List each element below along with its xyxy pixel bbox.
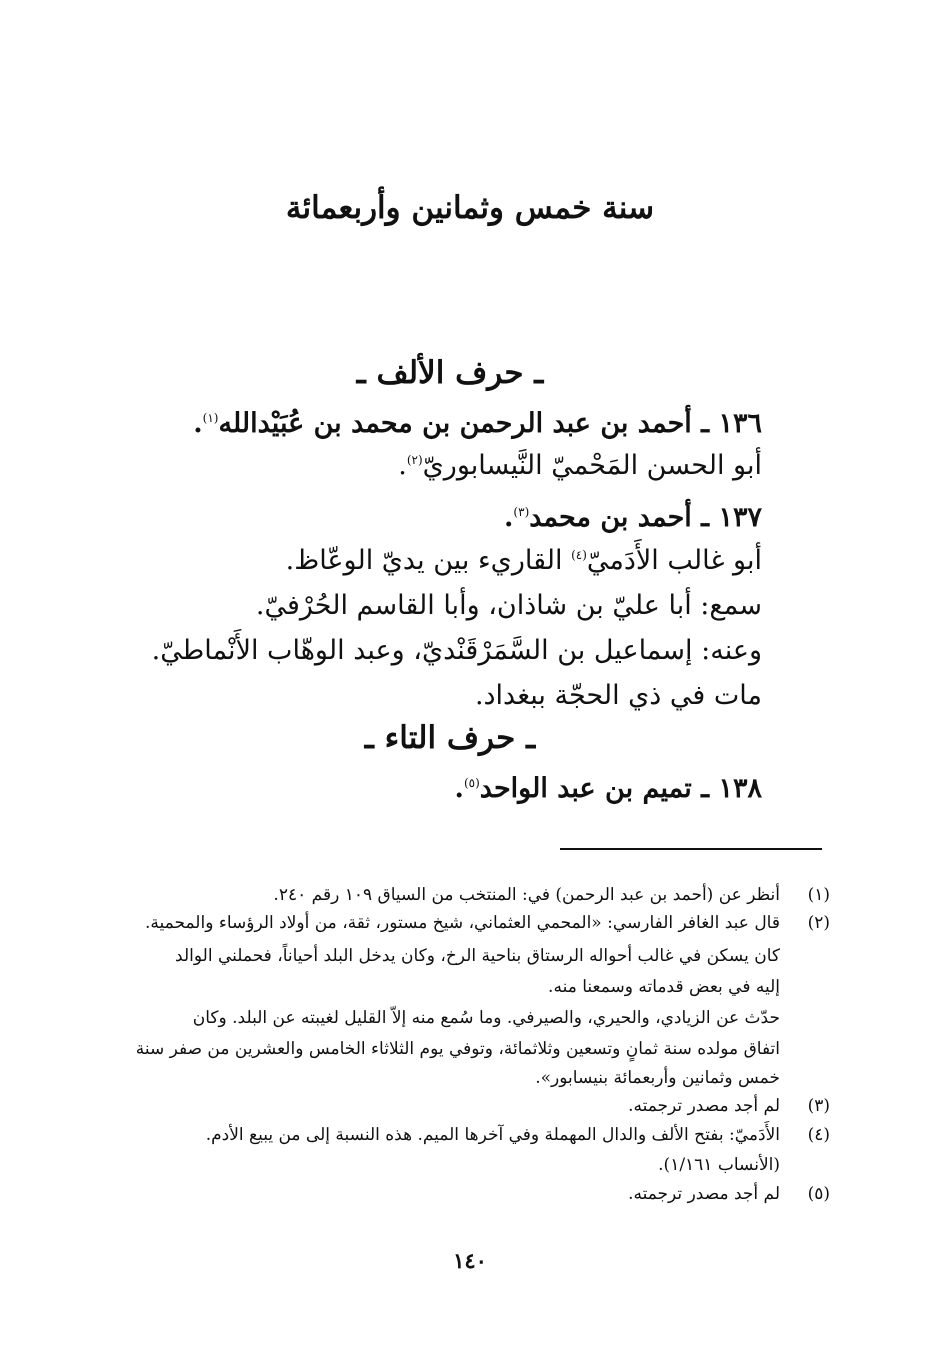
footnote-ref-3[interactable]: (٣): [513, 505, 530, 519]
punctuation: .: [193, 408, 203, 439]
footnote-2-line-5: اتفاق مولده سنة ثمانٍ وتسعين وثلاثمائة، وتوفي يوم الثلاثاء الخامس والعشرين من صفر سنة: [135, 1039, 780, 1059]
footnote-2-number: (٢): [807, 913, 830, 933]
footnote-3-text: لم أجد مصدر ترجمته.: [628, 1096, 780, 1116]
footnote-2-line-3: إليه في بعض قدماته وسمعنا منه.: [548, 977, 780, 997]
footnote-3-number: (٣): [807, 1096, 830, 1116]
entry-137-students: وعنه: إسماعيل بن السَّمَرْقَنْديّ، وعبد الوهّاب الأَنْماطيّ.: [151, 635, 762, 666]
footnote-ref-2[interactable]: (٢): [406, 453, 423, 467]
year-title: سنة خمس وثمانين وأربعمائة: [285, 190, 655, 226]
footnote-2-line-6: خمس وثمانين وأربعمائة بنيسابور».: [535, 1068, 780, 1088]
footnote-2-line-4: حدّث عن الزيادي، والحيري، والصيرفي. وما سُمع منه إلاّ القليل لغيبته عن البلد. وكان: [192, 1008, 780, 1028]
entry-137-heading: [122, 502, 762, 533]
footnote-1-number: (١): [807, 885, 830, 905]
footnote-2-line-1: قال عبد الغافر الفارسي: «المحمي العثماني، شيخ مستور، ثقة، من أولاد الرؤساء والمحمية.: [145, 913, 780, 933]
footnote-2-line-2: كان يسكن في غالب أحواله الرستاق بناحية الرخ، وكان يدخل البلد أحياناً، فحملني الوالد: [175, 946, 780, 966]
footnote-ref-1[interactable]: (١): [202, 411, 219, 425]
entry-137-nisba: أبو غالب الأَدَميّ: [586, 545, 762, 576]
entry-137-kunya: [122, 545, 762, 576]
punctuation: .: [454, 773, 464, 804]
footnote-5-text: لم أجد مصدر ترجمته.: [628, 1184, 780, 1204]
entry-136-name: ١٣٦ ـ أحمد بن عبد الرحمن بن محمد بن عُبَيْدالله: [218, 408, 762, 439]
entry-138-heading: [122, 773, 762, 804]
footnote-divider: [560, 848, 822, 850]
footnote-5-number: (٥): [807, 1184, 830, 1204]
footnote-4-number: (٤): [807, 1125, 830, 1145]
entry-137-name: ١٣٧ ـ أحمد بن محمد: [529, 502, 762, 533]
footnote-4-line-2: (الأنساب ١/١٦١).: [658, 1155, 780, 1175]
entry-137-death: مات في ذي الحجّة ببغداد.: [474, 680, 762, 711]
letter-heading-taa: ـ حرف التاء ـ: [364, 720, 536, 756]
footnote-1-text: أنظر عن (أحمد بن عبد الرحمن) في: المنتخب من السياق ١٠٩ رقم ٢٤٠.: [273, 885, 780, 905]
entry-137-description: القاريء بين يديّ الوعّاظ.: [285, 545, 572, 576]
footnote-ref-4[interactable]: (٤): [571, 548, 587, 562]
entry-136-kunya: [122, 450, 762, 481]
letter-heading-alif: ـ حرف الألف ـ: [356, 355, 544, 391]
page-number: ١٤٠: [453, 1248, 487, 1273]
entry-137-teachers: سمع: أبا عليّ بن شاذان، وأبا القاسم الحُرْفيّ.: [255, 590, 762, 621]
entry-136-nisba: أبو الحسن المَحْميّ النَّيسابوريّ: [422, 450, 762, 481]
punctuation: .: [504, 502, 514, 533]
footnote-4-line-1: الأَدَميّ: بفتح الألف والدال المهملة وفي آخرها الميم. هذه النسبة إلى من يبيع الأدم.: [205, 1125, 780, 1145]
entry-138-name: ١٣٨ ـ تميم بن عبد الواحد: [479, 773, 762, 804]
footnote-ref-5[interactable]: (٥): [463, 776, 480, 790]
punctuation: .: [398, 450, 407, 481]
entry-136-heading: [122, 408, 762, 439]
